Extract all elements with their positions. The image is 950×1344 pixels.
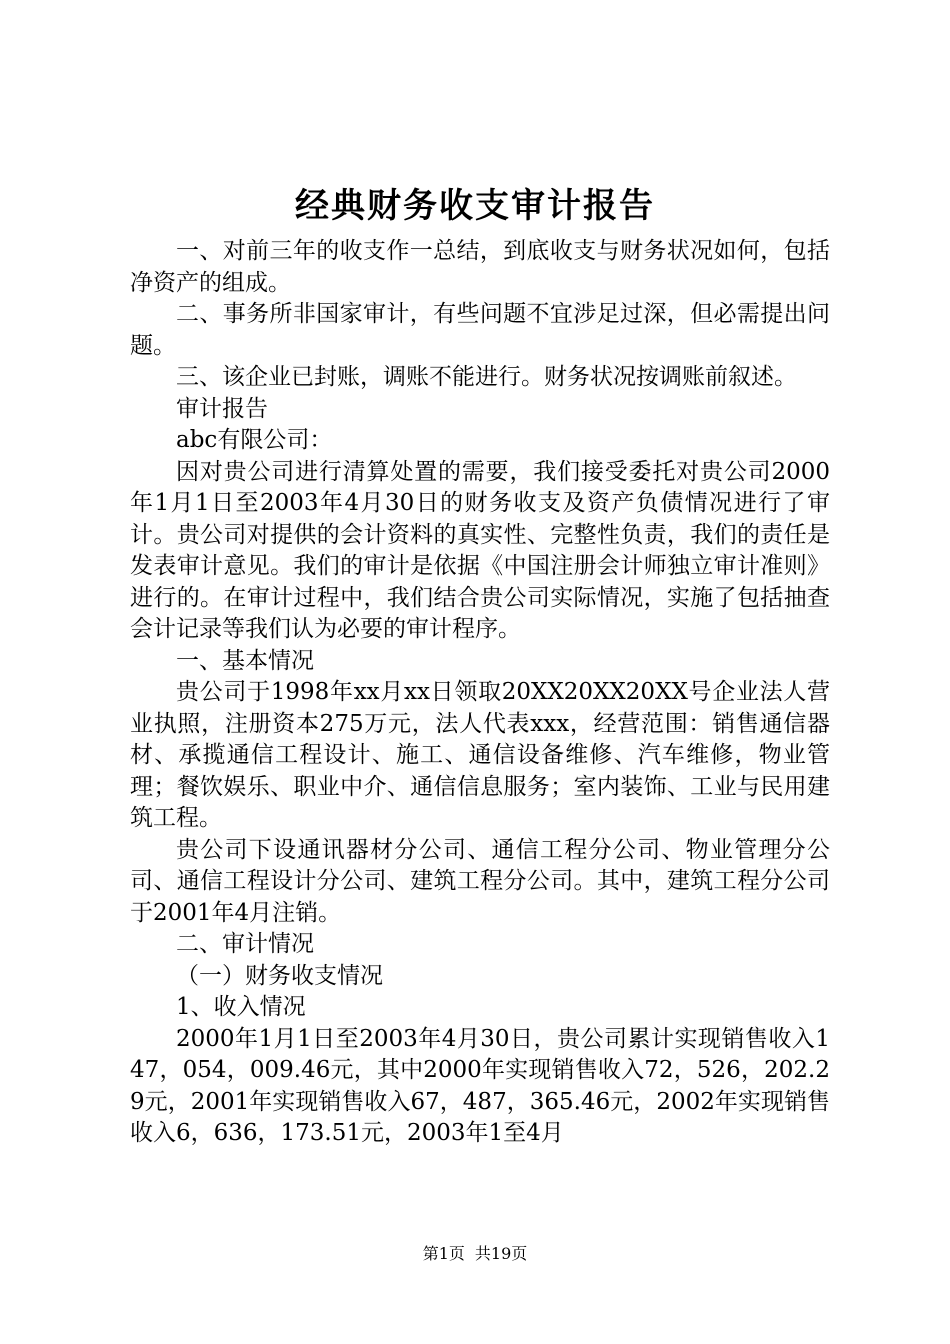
section-heading-audit: 二、审计情况 (176, 931, 314, 957)
document-body (130, 236, 830, 1150)
page-total: 共19页 (474, 1244, 528, 1263)
paragraph-business-license: 贵公司于1998年xx月xx日领取20XX20XX20XX号企业法人营业执照，注册资本275万元，法人代表xxx，经营范围：销售通信器材、承揽通信工程设计、施工、通信设备维修、汽车维修，物业管理；餐饮娱乐、职业中介、通信信息服务；室内装饰、工业与民用建筑工程。 (130, 679, 830, 831)
page-footer (0, 1243, 950, 1265)
paragraph-summary-point-3: 三、该企业已封账，调账不能进行。财务状况按调账前叙述。 (176, 364, 797, 390)
section-heading-basic-info: 一、基本情况 (176, 647, 314, 674)
paragraph-income-details: 2000年1月1日至2003年4月30日，贵公司累计实现销售收入147，054，009.46元，其中2000年实现销售收入72，526，202.29元，2001年实现销售收入67，487，365.46元，2002年实现销售收入6，636，173.51元，2003年1至4月 (130, 1025, 830, 1146)
document-title: 经典财务收支审计报告 (295, 186, 655, 226)
paragraph-introduction: 因对贵公司进行清算处置的需要，我们接受委托对贵公司2000年1月1日至2003年4月30日的财务收支及资产负债情况进行了审计。贵公司对提供的会计资料的真实性、完整性负责，我们的责任是发表审计意见。我们的审计是依据《中国注册会计师独立审计准则》进行的。在审计过程中，我们结合贵公司实际情况，实施了包括抽查会计记录等我们认为必要的审计程序。 (130, 458, 830, 642)
paragraph-summary-point-2: 二、事务所非国家审计，有些问题不宜涉足过深，但必需提出问题。 (130, 301, 830, 359)
subsection-heading-finance: （一）财务收支情况 (176, 962, 383, 989)
report-heading: 审计报告 (176, 395, 268, 422)
page-number: 第1页 (422, 1244, 465, 1263)
paragraph-summary-point-1: 一、对前三年的收支作一总结，到底收支与财务状况如何，包括净资产的组成。 (130, 238, 830, 296)
subsection-heading-income: 1、收入情况 (176, 994, 306, 1020)
paragraph-branches: 贵公司下设通讯器材分公司、通信工程分公司、物业管理分公司、通信工程设计分公司、建筑工程分公司。其中，建筑工程分公司于2001年4月注销。 (130, 836, 830, 926)
addressee: abc有限公司： (176, 427, 333, 453)
